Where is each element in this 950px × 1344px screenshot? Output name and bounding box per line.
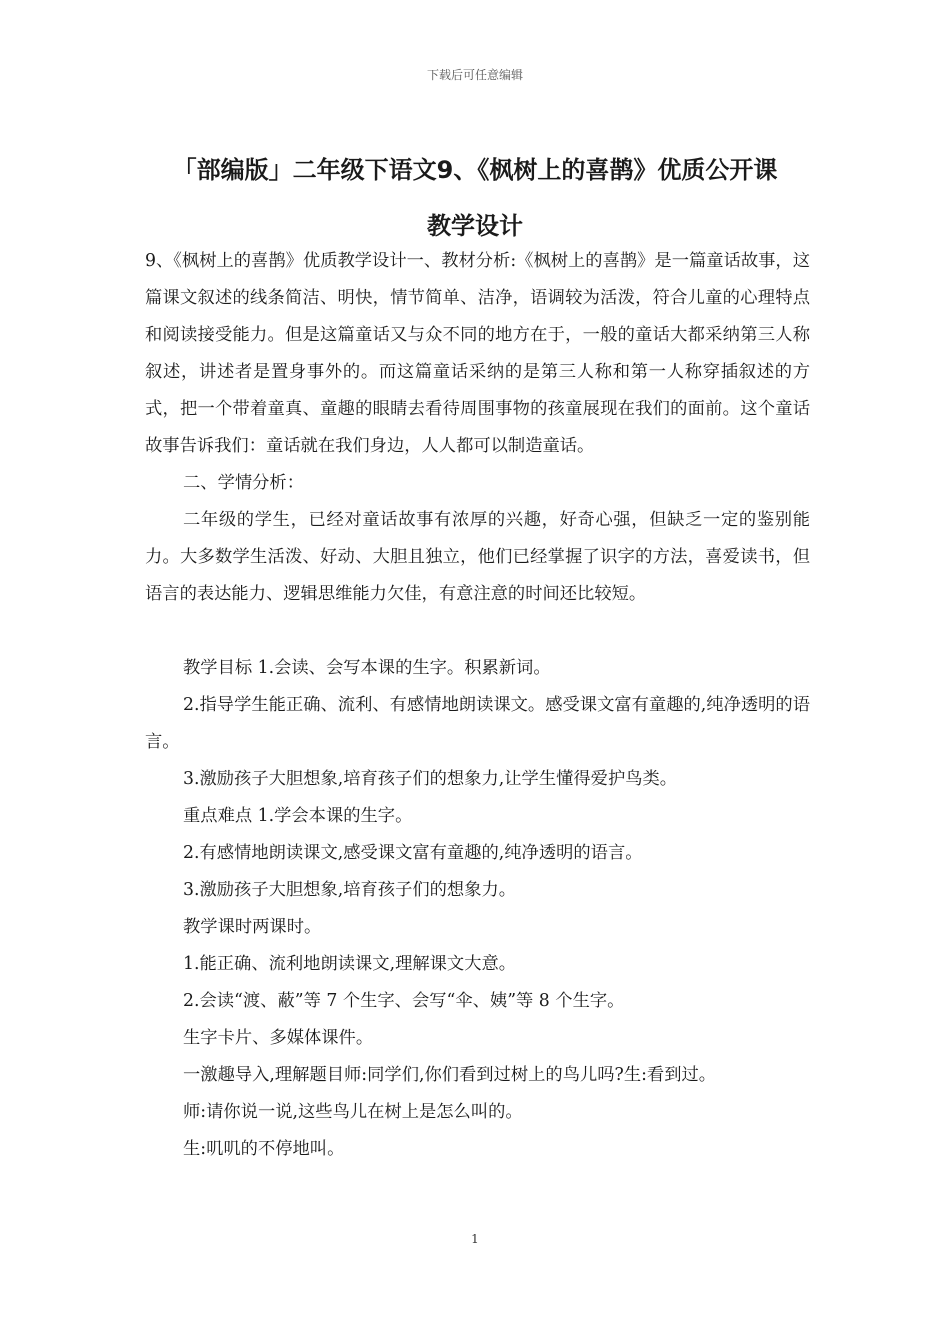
paragraph-heading-analysis: 二、学情分析： — [183, 473, 304, 493]
document-body — [145, 243, 810, 1168]
spacer — [145, 613, 810, 650]
paragraph-materials: 生字卡片、多媒体课件。 — [183, 1028, 374, 1048]
paragraph-teacher: 师:请你说一说,这些鸟儿在树上是怎么叫的。 — [183, 1102, 523, 1122]
paragraph-intro-step: 一激趣导入,理解题目师:同学们,你们看到过树上的鸟儿吗?生:看到过。 — [183, 1065, 717, 1085]
header-note: 下载后可任意编辑 — [426, 68, 523, 82]
paragraph-key-1: 重点难点 1.学会本课的生字。 — [183, 806, 413, 826]
title-line-2: 教学设计 — [427, 212, 523, 240]
paragraph-goal-2: 2.指导学生能正确、流利、有感情地朗读课文。感受课文富有童趣的,纯净透明的语言。 — [145, 695, 810, 752]
paragraph-goal-1: 教学目标 1.会读、会写本课的生字。积累新词。 — [183, 658, 551, 678]
paragraph-student-analysis: 二年级的学生，已经对童话故事有浓厚的兴趣，好奇心强，但缺乏一定的鉴别能力。大多数学生活泼、好动、大胆且独立，他们已经掌握了识字的方法，喜爱读书，但语言的表达能力、逻辑思维能力欠佳，有意注意的时间还比较短。 — [145, 510, 810, 604]
paragraph-student: 生:叽叽的不停地叫。 — [183, 1139, 345, 1159]
paragraph-key-3: 3.激励孩子大胆想象,培育孩子们的想象力。 — [183, 880, 517, 900]
title-line-1: 「部编版」二年级下语文9、《枫树上的喜鹊》优质公开课 — [172, 156, 778, 184]
document-title — [145, 142, 805, 254]
paragraph-aim-2: 2.会读“渡、蔽”等 7 个生字、会写“伞、姨”等 8 个生字。 — [183, 991, 625, 1011]
paragraph-hours: 教学课时两课时。 — [183, 917, 322, 937]
paragraph-goal-3: 3.激励孩子大胆想象,培育孩子们的想象力,让学生懂得爱护鸟类。 — [183, 769, 678, 789]
page-number: 1 — [471, 1232, 479, 1246]
paragraph-intro: 9、《枫树上的喜鹊》优质教学设计一、教材分析:《枫树上的喜鹊》是一篇童话故事，这篇课文叙述的线条简洁、明快，情节简单、洁净，语调较为活泼，符合儿童的心理特点和阅读接受能力。但是这篇童话又与众不同的地方在于，一般的童话大都采纳第三人称叙述，讲述者是置身事外的。而这篇童话采纳的是第三人称和第一人称穿插叙述的方式，把一个带着童真、童趣的眼睛去看待周围事物的孩童展现在我们的面前。这个童话故事告诉我们：童话就在我们身边，人人都可以制造童话。 — [145, 251, 810, 456]
paragraph-aim-1: 1.能正确、流利地朗读课文,理解课文大意。 — [183, 954, 517, 974]
paragraph-key-2: 2.有感情地朗读课文,感受课文富有童趣的,纯净透明的语言。 — [183, 843, 643, 863]
